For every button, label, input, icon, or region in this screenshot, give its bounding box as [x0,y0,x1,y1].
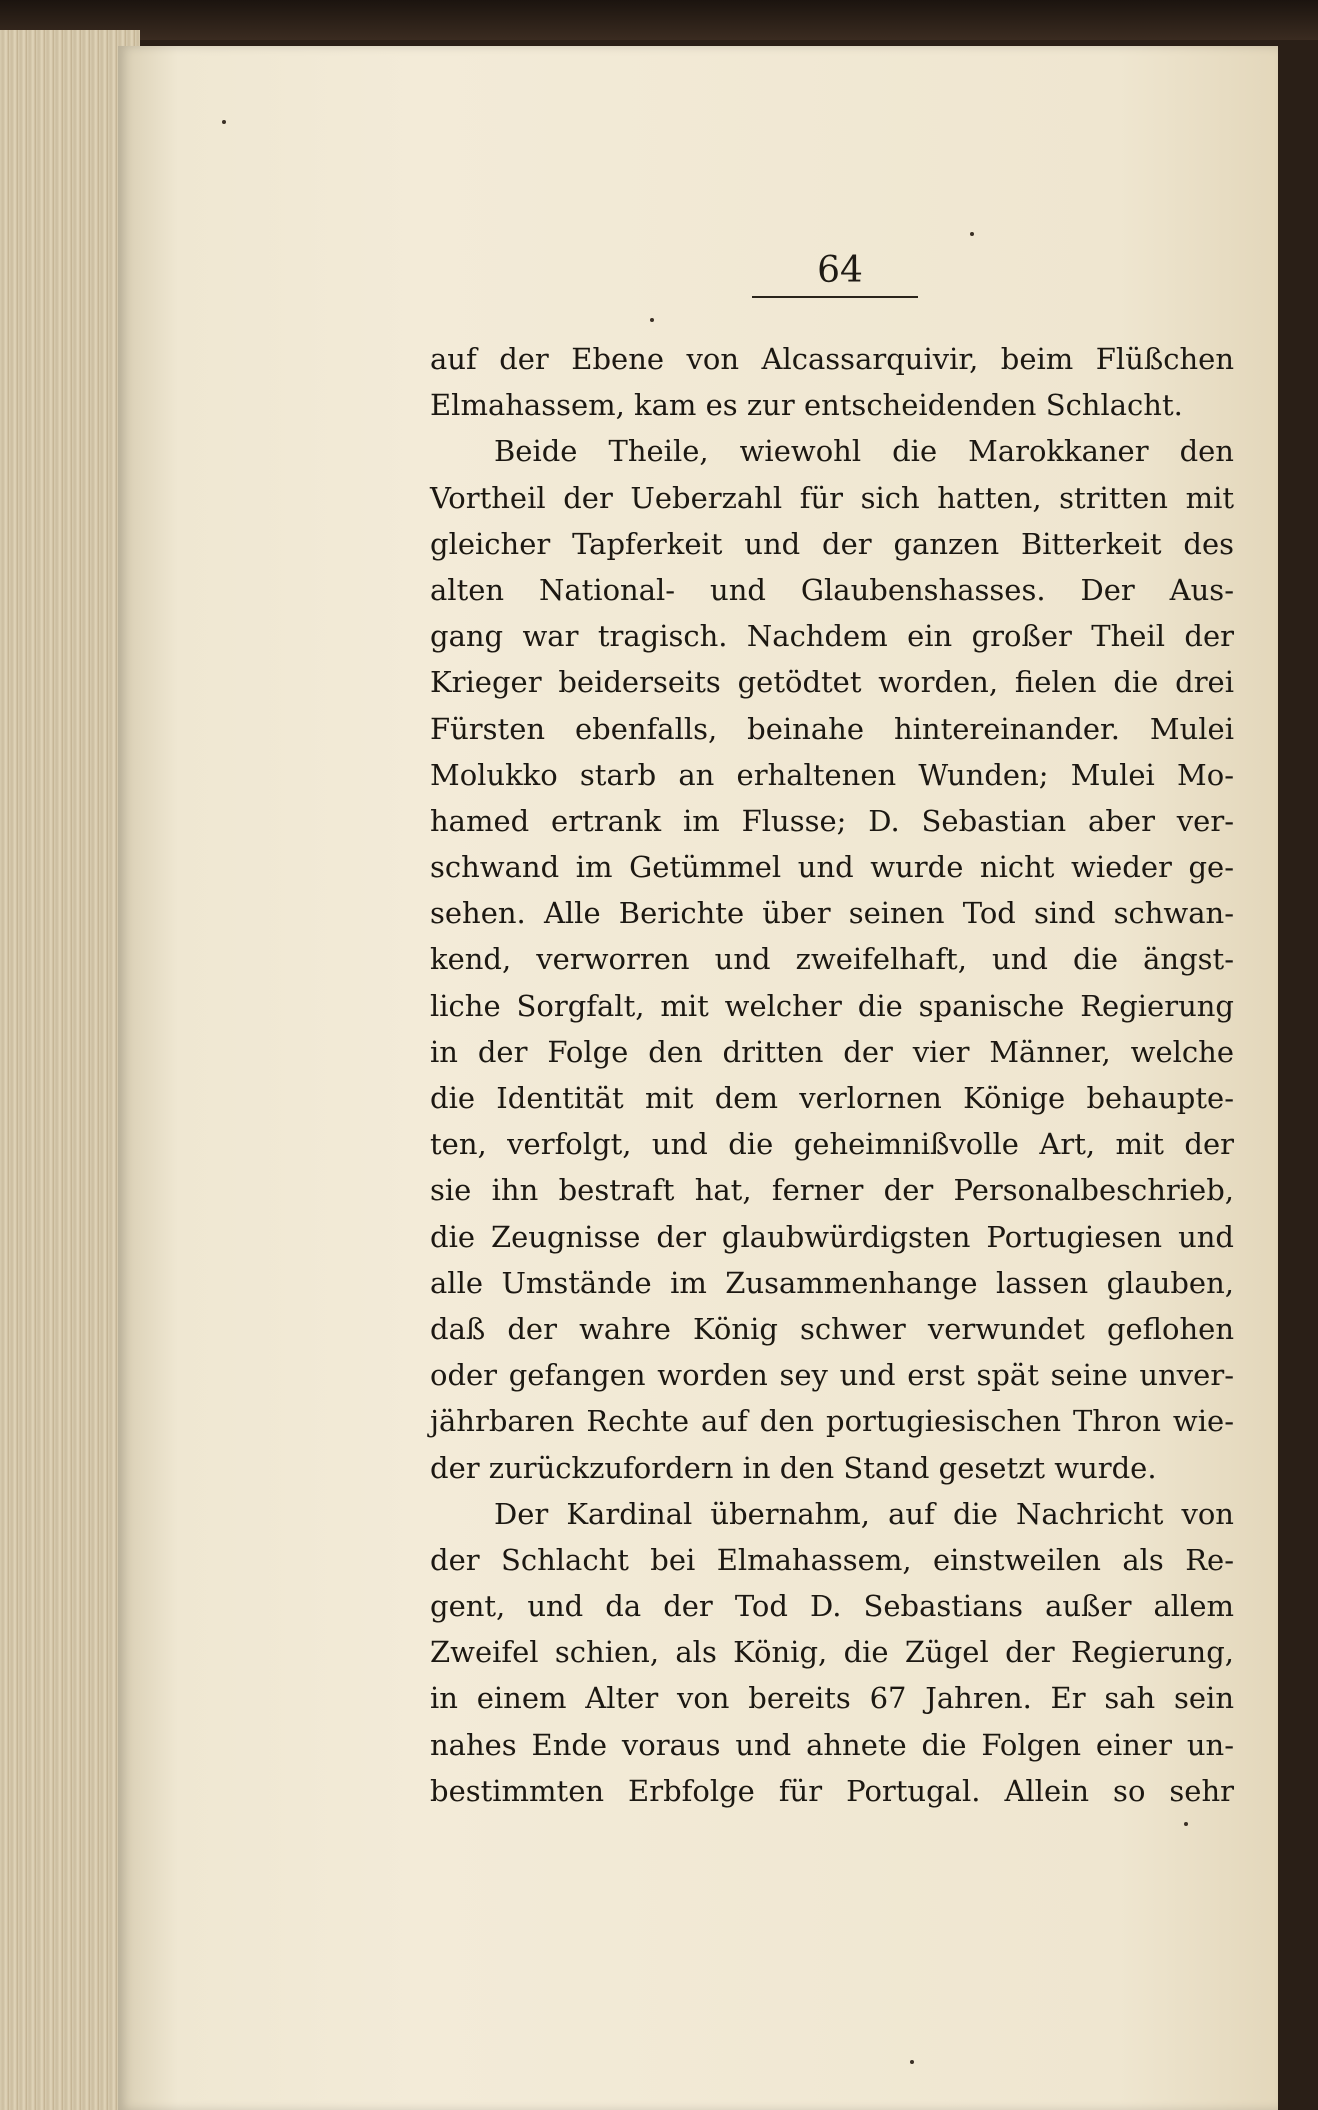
text-line: Elmahassem, kam es zur entscheidenden Schlacht. [430,388,1183,423]
text-line: in einem Alter von bereits 67 Jahren. Er sah sein [430,1681,1234,1716]
text-line: bestimmten Erbfolge für Portugal. Allein so sehr [430,1773,1234,1808]
text-line: alten National- und Glaubenshasses. Der Aus- [430,572,1234,607]
text-line: hamed ertrank im Flusse; D. Sebastian aber ver- [430,803,1234,838]
text-line: die Zeugnisse der glaubwürdigsten Portugiesen und [430,1219,1234,1254]
text-line: Fürsten ebenfalls, beinahe hintereinander. Mulei [430,711,1234,746]
text-line: nahes Ende voraus und ahnete die Folgen einer un- [430,1727,1234,1762]
text-line: in der Folge den dritten der vier Männer, welche [430,1034,1234,1069]
text-line: daß der wahre König schwer verwundet geflohen [430,1311,1234,1346]
text-line: gang war tragisch. Nachdem ein großer Theil der [430,619,1234,654]
text-line: gent, und da der Tod D. Sebastians außer allem [430,1589,1234,1624]
body-text [430,336,1234,1814]
text-line: ten, verfolgt, und die geheimnißvolle Art, mit der [430,1127,1234,1162]
text-line: der zurückzufordern in den Stand gesetzt wurde. [430,1450,1157,1485]
paper-speck [910,2060,914,2064]
text-line: Molukko starb an erhaltenen Wunden; Mulei Mo- [430,757,1234,792]
text-line: gleicher Tapferkeit und der ganzen Bitterkeit des [430,526,1234,561]
text-line: der Schlacht bei Elmahassem, einstweilen als Re- [430,1542,1234,1577]
text-line: schwand im Getümmel und wurde nicht wieder ge- [430,850,1234,885]
text-line: Vortheil der Ueberzahl für sich hatten, stritten mit [430,480,1234,515]
paper-speck [650,318,654,322]
text-line: alle Umstände im Zusammenhange lassen glauben, [430,1265,1234,1300]
page-number-rule [752,296,918,298]
text-line: kend, verworren und zweifelhaft, und die ängst- [430,942,1234,977]
text-line: die Identität mit dem verlornen Könige behaupte- [430,1081,1234,1115]
text-line: Zweifel schien, als König, die Zügel der Regierung, [430,1635,1234,1670]
book-cover-edge [0,0,1318,40]
paper-speck [222,120,226,124]
page-number: 64 [817,250,863,291]
text-line: Der Kardinal übernahm, auf die Nachricht von [494,1496,1234,1531]
text-line: Krieger beiderseits getödtet worden, fielen die drei [430,665,1234,700]
paper-speck [1184,1822,1188,1826]
paper-speck [970,232,974,236]
text-line: liche Sorgfalt, mit welcher die spanische Regierung [430,988,1234,1023]
text-line: sehen. Alle Berichte über seinen Tod sind schwan- [430,896,1234,931]
text-line: jährbaren Rechte auf den portugiesischen Thron wie- [430,1404,1234,1439]
text-line: auf der Ebene von Alcassarquivir, beim Flüßchen [430,342,1234,376]
text-line: oder gefangen worden sey und erst spät seine unver- [430,1358,1234,1393]
text-line: Beide Theile, wiewohl die Marokkaner den [494,434,1234,469]
text-line: sie ihn bestraft hat, ferner der Personalbeschrieb, [430,1173,1234,1208]
